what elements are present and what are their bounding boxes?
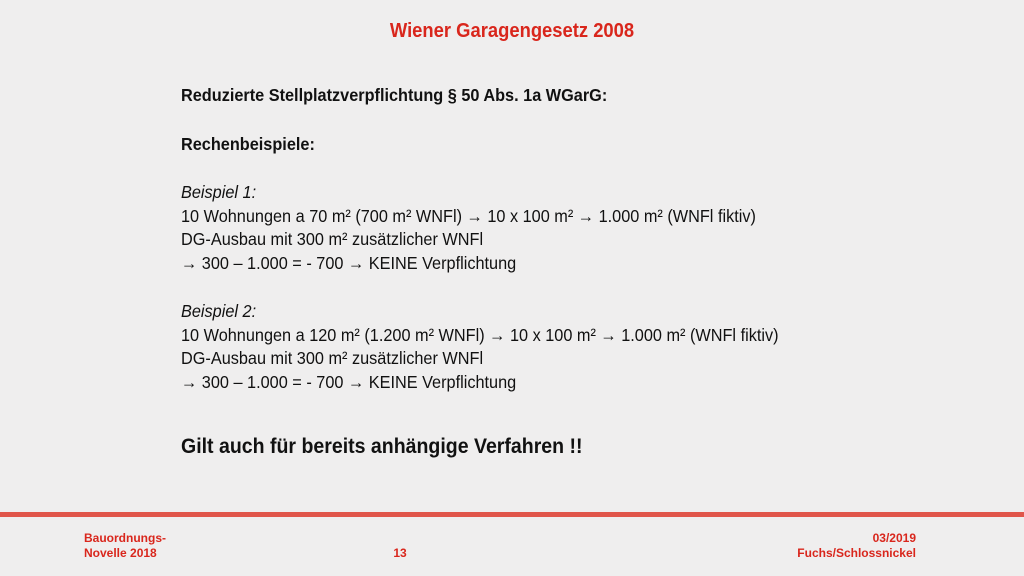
footer-left — [84, 531, 166, 561]
footer-right — [797, 531, 916, 561]
footer-divider — [0, 512, 1024, 517]
footer-left-line-2: Novelle 2018 — [84, 546, 157, 560]
example-1-line-1: 10 Wohnungen a 70 m² (700 m² WNFl) → 10 x 100 m² → 1.000 m² (WNFl fiktiv) — [181, 205, 756, 226]
spacer — [181, 156, 961, 181]
slide-title: Wiener Garagengesetz 2008 — [389, 20, 635, 42]
example-2-label: Beispiel 2: — [181, 301, 257, 321]
example-1-line-2: DG-Ausbau mit 300 m² zusätzlicher WNFl — [181, 229, 484, 249]
slide-content — [181, 84, 961, 460]
conclusion-text: Gilt auch für bereits anhängige Verfahren !! — [181, 435, 583, 458]
footer-authors: Fuchs/Schlossnickel — [797, 546, 916, 560]
footer-date: 03/2019 — [872, 531, 916, 545]
example-2-line-1: 10 Wohnungen a 120 m² (1.200 m² WNFl) → 10 x 100 m² → 1.000 m² (WNFl fiktiv) — [181, 324, 779, 345]
examples-heading: Rechenbeispiele: — [181, 133, 315, 154]
section-heading: Reduzierte Stellplatzverpflichtung § 50 Abs. 1a WGarG: — [181, 85, 608, 105]
spacer — [181, 394, 961, 434]
page-number: 13 — [393, 546, 407, 560]
footer-left-line-1: Bauordnungs- — [84, 531, 166, 545]
example-2-line-2: DG-Ausbau mit 300 m² zusätzlicher WNFl — [181, 348, 484, 368]
example-1-label: Beispiel 1: — [181, 182, 257, 202]
example-2-line-3: → 300 – 1.000 = - 700 → KEINE Verpflichtung — [181, 371, 517, 392]
example-1-line-3: → 300 – 1.000 = - 700 → KEINE Verpflichtung — [181, 252, 517, 273]
spacer — [181, 275, 961, 300]
spacer — [181, 108, 961, 133]
